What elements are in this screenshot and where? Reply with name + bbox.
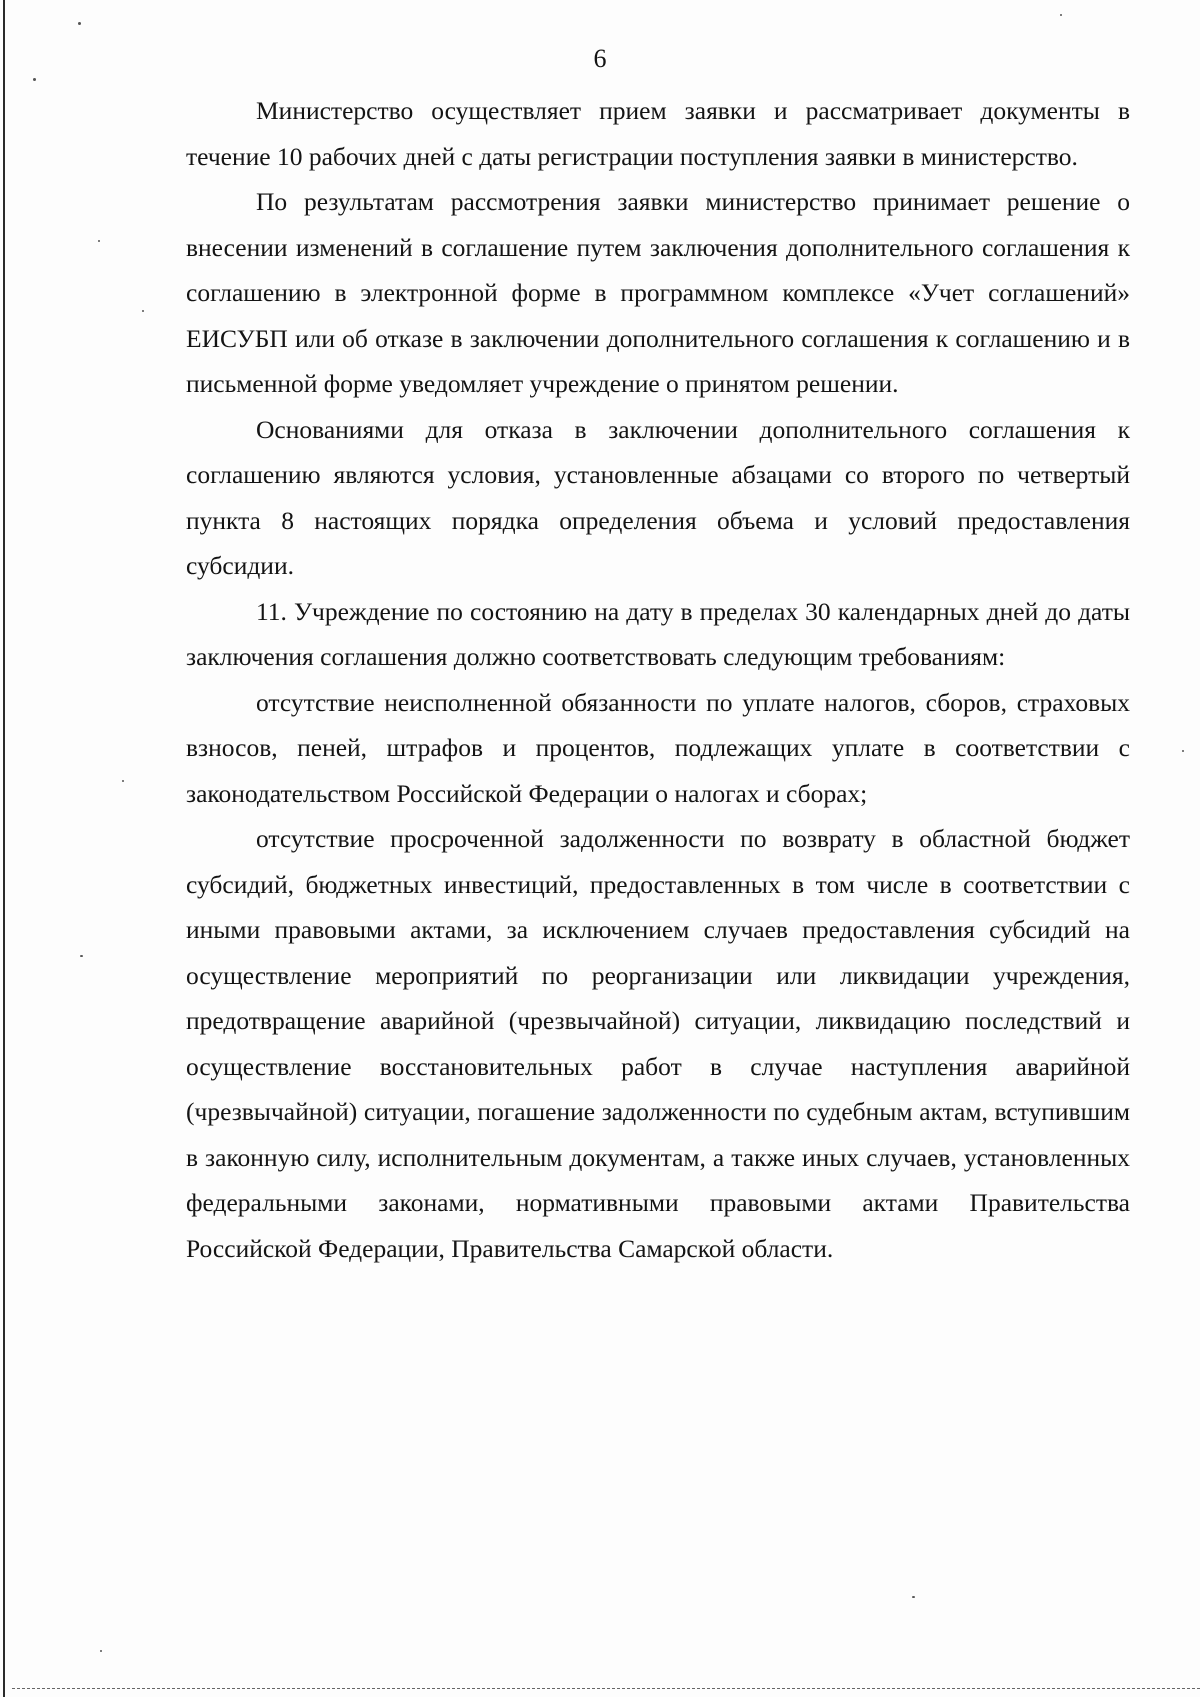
- scan-speck: [98, 240, 100, 242]
- page-number: 6: [593, 44, 607, 73]
- paragraph-item-11: 11. Учреждение по состоянию на дату в пределах 30 календарных дней до даты заключения соглашения должно соответствовать следующим требованиям:: [186, 596, 1130, 671]
- scan-speck: [1182, 750, 1184, 752]
- scan-speck: [1060, 14, 1062, 16]
- scan-speck: [142, 310, 144, 312]
- paragraph-review-result: По результатам рассмотрения заявки министерство принимает решение о внесении изменений в соглашение путем заключения дополнительного соглашения к соглашению в электронной форме в программном комплексе «Учет соглашений» ЕИСУБП или об отказе в заключении дополнительного соглашения к соглашению и в письменной форме уведомляет учреждение о принятом решении.: [186, 187, 1130, 398]
- scan-left-border: [3, 0, 5, 1697]
- scan-speck: [78, 22, 81, 25]
- scan-speck: [122, 780, 124, 782]
- scan-speck: [912, 1596, 915, 1598]
- paragraph-no-tax-debt: отсутствие неисполненной обязанности по уплате налогов, сборов, страховых взносов, пеней, штрафов и процентов, подлежащих уплате в соответствии с законодательством Российской Федерации о налогах и сборах;: [186, 687, 1130, 808]
- paragraph-refusal-grounds: Основаниями для отказа в заключении дополнительного соглашения к соглашению являются условия, установленные абзацами со второго по четвертый пункта 8 настоящих порядка определения объема и условий предоставления субсидии.: [186, 414, 1130, 580]
- scan-speck: [33, 78, 36, 81]
- scan-speck: [80, 955, 83, 957]
- scan-speck: [100, 1650, 102, 1652]
- paragraph-review-period: Министерство осуществляет прием заявки и рассматривает документы в течение 10 рабочих дней с даты регистрации поступления заявки в министерство.: [186, 96, 1130, 171]
- document-body: [186, 88, 1130, 1271]
- scan-bottom-rule: [12, 1688, 1200, 1689]
- paragraph-no-overdue-debt: отсутствие просроченной задолженности по возврату в областной бюджет субсидий, бюджетных инвестиций, предоставленных в том числе в соответствии с иными правовыми актами, за исключением случаев предоставления субсидий на осуществление мероприятий по реорганизации или ликвидации учреждения, предотвращение аварийной (чрезвычайной) ситуации, ликвидацию последствий и осуществление восстановительных работ в случае наступления аварийной (чрезвычайной) ситуации, погашение задолженности по судебным актам, вступившим в законную силу, исполнительным документам, а также иных случаев, установленных федеральными законами, нормативными правовыми актами Правительства Российской Федерации, Правительства Самарской области.: [186, 824, 1130, 1263]
